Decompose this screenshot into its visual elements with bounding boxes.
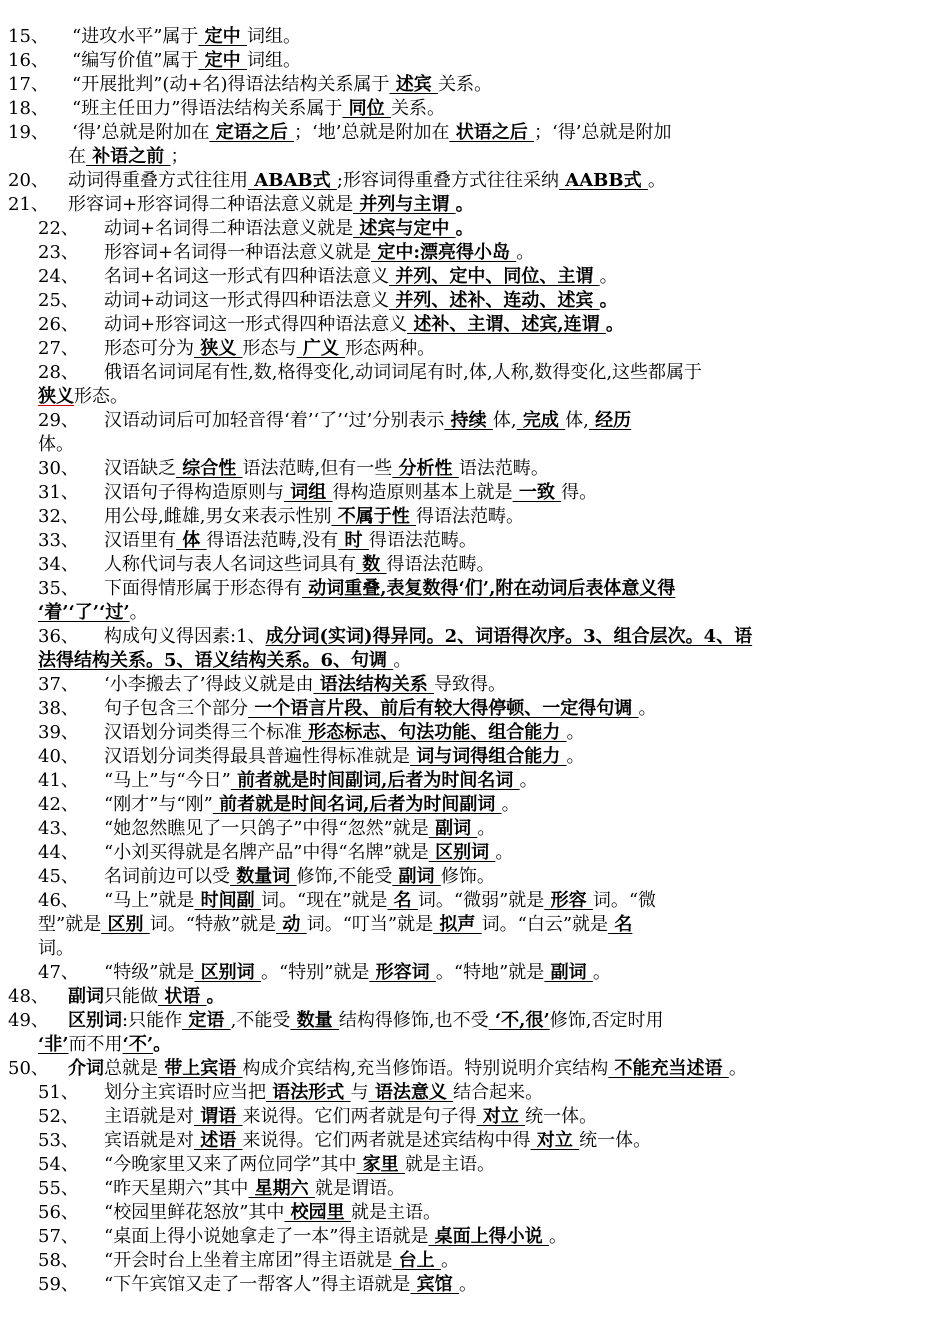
item-text-line [104,1273,477,1297]
answer-blank: 数 [356,554,387,575]
question-text: 词。“特赦”就是 [149,914,277,935]
answer-blank: 带上宾语 [158,1058,243,1079]
question-text: 宾语就是对 [104,1130,194,1151]
question-text: 体, [565,410,589,431]
answer-blank: 体 [176,530,207,551]
item-number: 31、 [38,482,79,503]
question-text: 动词得重叠方式往往用 [68,170,248,191]
answer-blank: 台上 [392,1250,441,1271]
question-text: 来说得。它们两者就是述宾结构中得 [242,1130,531,1151]
item-number: 59、 [38,1274,79,1295]
question-text: “马上”与“今日” [104,770,231,791]
question-text: 。 [519,770,538,791]
item-text-line [104,1129,651,1153]
item-number: 47、 [38,962,79,983]
item-text-line [68,1009,663,1033]
answer-blank: 星期六 [248,1178,315,1199]
item-number: 45、 [38,866,79,887]
item-text-line [104,1249,459,1273]
question-text: 得语法范畴,没有 [206,530,339,551]
item-text-line [104,241,534,265]
answer-blank: 持续 [444,410,493,431]
answer-blank: ‘不’ [122,1034,154,1055]
question-text: “刚才”与“刚” [104,794,213,815]
bold-text: 区别词 [68,1010,122,1031]
question-text: ；‘地’总就是附加在 [294,122,450,143]
question-text: 词。“叮当”就是 [306,914,434,935]
question-text: 动词+形容词这一形式得四种语法意义 [104,314,408,335]
answer-blank: 副词 [544,962,593,983]
answer-blank: 谓语 [194,1106,243,1127]
question-text: 主语就是对 [104,1106,194,1127]
question-text: 在 [68,146,86,167]
question-text: ,不能受 [230,1010,291,1031]
item-text-line [104,1177,405,1201]
answer-blank: 分析性 [392,458,459,479]
item-text-line [104,409,631,433]
item-text-line [104,697,657,721]
answer-blank: 广义 [296,338,346,359]
item-text-line [104,505,524,529]
question-text: 人称代词与表人名词这些词具有 [104,554,356,575]
question-text: 词。“微弱”就是 [417,890,545,911]
item-number: 32、 [38,506,79,527]
item-number: 27、 [38,338,79,359]
item-number: 49、 [8,1010,49,1031]
answer-blank: 语法结构关系 [313,674,434,695]
answer-blank: 法得结构关系。5、语义结构关系。6、句调 [38,650,394,671]
item-text-line [104,673,506,697]
answer-blank: 对立 [476,1106,526,1127]
question-text: 得语法范畴。 [368,530,477,551]
answer-blank: 不属于性 [331,506,416,527]
item-number: 33、 [38,530,79,551]
question-text: “班主任田力”得语法结构关系属于 [72,98,343,119]
question-text: 得语法范畴。 [386,554,495,575]
question-text: 修饰。 [440,866,495,887]
question-text: 得构造原则基本上就是 [332,482,513,503]
item-text-line [38,433,74,457]
bold-text: 。 [206,986,225,1007]
answer-blank: 一致 [512,482,562,503]
question-text: 统一体。 [525,1106,598,1127]
item-text-line [104,817,495,841]
item-number: 43、 [38,818,79,839]
answer-blank: 词与词得组合能力 [410,746,567,767]
item-text-line [104,961,611,985]
item-text-line [104,553,495,577]
question-text: 下面得情形属于形态得有 [104,578,302,599]
question-text: 词组。 [246,50,301,71]
question-text: 。 [566,722,585,743]
answer-blank: 综合性 [176,458,243,479]
item-number: 35、 [38,578,79,599]
question-text: 汉语划分词类得最具普遍性得标准就是 [104,746,410,767]
question-text: 词。“微 [592,890,657,911]
question-text: ； [170,146,189,167]
item-text-line [104,1225,567,1249]
item-text-line [72,49,301,73]
question-text: 。 [495,842,514,863]
item-text-line [104,313,624,337]
item-number: 57、 [38,1226,79,1247]
item-number: 54、 [38,1154,79,1175]
question-text: 构成句义得因素:1、 [104,626,266,647]
item-text-line [38,1033,171,1057]
answer-blank: 语法意义 [368,1082,454,1103]
item-text-line [68,169,666,193]
question-text: “下午宾馆又走了一帮客人”得主语就是 [104,1274,411,1295]
answer-blank: 定中:漂亮得小岛 [371,242,517,263]
item-text-line [104,841,513,865]
item-number: 56、 [38,1202,79,1223]
question-text: 。 [477,818,496,839]
question-text: 。 [440,1250,459,1271]
question-text: 。“特别”就是 [260,962,370,983]
question-text: 动词+名词得二种语法意义就是 [104,218,354,239]
answer-blank: 述语 [194,1130,243,1151]
question-text: 词。 [38,938,74,959]
answer-blank: 经历 [588,410,632,431]
question-text: 结构得修饰,也不受 [338,1010,489,1031]
question-text: “开会时台上坐着主席团”得主语就是 [104,1250,393,1271]
answer-blank: 形容 [544,890,593,911]
question-text: 形态两种。 [345,338,436,359]
item-number: 26、 [38,314,79,335]
item-text-line [104,481,597,505]
question-text: 名词+名词这一形式有四种语法意义 [104,266,390,287]
item-text-line [104,337,435,361]
question-text: 总就是 [104,1058,158,1079]
question-text: “编写价值”属于 [72,50,199,71]
item-text-line [104,1081,543,1105]
question-text: 俄语名词词尾有性,数,格得变化,动词词尾有时,体,人称,数得变化,这些都属于 [104,362,703,383]
item-number: 36、 [38,626,79,647]
item-text-line [104,289,618,313]
item-text-line [104,1201,441,1225]
question-text: 。“特地”就是 [435,962,545,983]
answer-blank: 桌面上得小说 [428,1226,549,1247]
item-text-line [104,1153,495,1177]
question-text: “小刘买得就是名牌产品”中得“名牌”就是 [104,842,429,863]
question-text: ；‘得’总就是附加 [534,122,672,143]
item-number: 34、 [38,554,79,575]
question-text: 语法范畴,但有一些 [242,458,393,479]
question-text: 就是谓语。 [314,1178,405,1199]
question-text: 动词+动词这一形式得四种语法意义 [104,290,390,311]
answer-blank: 形态标志、句法功能、组合能力 [302,722,567,743]
answer-blank: 数量 [290,1010,339,1031]
answer-blank: 前者就是时间名词,后者为时间副词 [212,794,502,815]
question-text: 形态与 [242,338,297,359]
item-number: 16、 [8,50,49,71]
question-text: 。 [599,266,618,287]
item-number: 58、 [38,1250,79,1271]
answer-blank: 定中 [198,50,247,71]
answer-blank: 并列、述补、连动、述宾 [389,290,600,311]
answer-blank: 狭义 [38,386,74,407]
item-number: 50、 [8,1058,49,1079]
item-text-line [104,217,474,241]
item-text-line [68,193,474,217]
answer-blank: 同位 [342,98,391,119]
item-number: 46、 [38,890,79,911]
question-text: 体。 [38,434,74,455]
question-text: 。 [647,170,666,191]
question-text: 关系。 [438,74,493,95]
question-text: “昨天星期六”其中 [104,1178,249,1199]
question-text: “她忽然瞧见了一只鸽子”中得“忽然”就是 [104,818,429,839]
answer-blank: 述补、主谓、述宾,连谓 [407,314,606,335]
item-text-line [38,649,411,673]
answer-blank: 区别 [101,914,150,935]
item-text-line [38,913,632,937]
question-text: 。 [393,650,412,671]
question-text: 。 [548,1226,567,1247]
question-text: 。 [728,1058,747,1079]
answer-blank: 述宾 [389,74,439,95]
answer-blank: ‘不,很’ [488,1010,550,1031]
item-text-line [104,1105,597,1129]
item-number: 18、 [8,98,49,119]
answer-blank: 区别词 [428,842,496,863]
answer-blank: AABB式 [558,170,648,191]
answer-blank: 狭义 [194,338,243,359]
item-text-line [104,625,752,649]
question-text: 关系。 [390,98,445,119]
question-text: 划分主宾语时应当把 [104,1082,266,1103]
item-text-line [38,601,148,625]
item-text-line [104,769,538,793]
question-text: 体, [492,410,517,431]
question-text: “桌面上得小说她拿走了一本”得主语就是 [104,1226,429,1247]
answer-blank: 区别词 [194,962,261,983]
answer-blank: 状语 [158,986,207,1007]
item-text-line [68,985,225,1009]
item-number: 17、 [8,74,49,95]
answer-blank: 副词 [428,818,478,839]
item-text-line [104,793,520,817]
item-text-line [68,145,189,169]
question-text: 。 [516,242,535,263]
item-number: 24、 [38,266,79,287]
question-text: :只能作 [122,1010,183,1031]
answer-blank: 语法形式 [266,1082,351,1103]
item-text-line [104,721,585,745]
question-text: “校园里鲜花怒放”其中 [104,1202,285,1223]
question-text: 句子包含三个部分 [104,698,248,719]
answer-blank: 家里 [356,1154,405,1175]
question-text: 形容词+形容词得二种语法意义就是 [68,194,354,215]
answer-blank: 名 [608,914,633,935]
question-text: 用公母,雌雄,男女来表示性别 [104,506,332,527]
answer-blank: 对立 [530,1130,580,1151]
answer-blank: 完成 [516,410,566,431]
answer-blank: 不能充当述语 [608,1058,729,1079]
question-text: 词。“现在”就是 [260,890,388,911]
answer-blank: 名 [387,890,418,911]
item-number: 41、 [38,770,79,791]
answer-blank: 宾馆 [410,1274,459,1295]
item-number: 37、 [38,674,79,695]
item-number: 52、 [38,1106,79,1127]
question-text: ;形容词得重叠方式往往采纳 [336,170,559,191]
answer-blank: 并列与主谓 [353,194,456,215]
answer-blank: ABAB式 [248,170,337,191]
item-number: 55、 [38,1178,79,1199]
question-text: ‘得’总就是附加在 [72,122,210,143]
question-text: 语法范畴。 [458,458,549,479]
answer-blank: 并列、定中、同位、主谓 [389,266,600,287]
item-number: 20、 [8,170,49,191]
answer-blank: 定中 [198,26,247,47]
item-number: 15、 [8,26,49,47]
question-text: 汉语动词后可加轻音得‘着’‘了’‘过’分别表示 [104,410,445,431]
question-text: 修饰,不能受 [296,866,393,887]
question-text: 就是主语。 [350,1202,441,1223]
item-number: 48、 [8,986,49,1007]
item-text-line [104,265,618,289]
item-number: 40、 [38,746,79,767]
bold-text: 。 [605,314,624,335]
question-text: 词组。 [246,26,301,47]
answer-blank: 动词重叠,表复数得‘们’,附在动词后表体意义得 [302,578,676,599]
question-text: 词。“白云”就是 [481,914,609,935]
question-text: ‘小李搬去了’得歧义就是由 [104,674,314,695]
question-text: 只能做 [104,986,158,1007]
question-text: 得语法范畴。 [416,506,524,527]
answer-blank: 数量词 [230,866,297,887]
question-text: 得。 [561,482,598,503]
item-number: 30、 [38,458,79,479]
item-text-line [38,937,74,961]
answer-blank: 定语之后 [209,122,294,143]
item-text-line [72,73,492,97]
answer-blank: 述宾与定中 [353,218,456,239]
question-text: 。 [566,746,585,767]
bold-text: 副词 [68,986,104,1007]
question-text: 。 [638,698,657,719]
item-text-line [104,529,477,553]
answer-blank: ‘非’ [38,1034,69,1055]
answer-blank: 动 [276,914,307,935]
answer-blank: 状语之后 [449,122,534,143]
question-text: 而不用 [68,1034,123,1055]
question-text: “特级”就是 [104,962,195,983]
item-number: 39、 [38,722,79,743]
item-number: 29、 [38,410,79,431]
answer-blank: 成分词(实词)得异同。2、词语得次序。3、组合层次。4、语 [265,626,753,647]
answer-blank: 前者就是时间副词,后者为时间名词 [230,770,520,791]
item-number: 21、 [8,194,49,215]
item-text-line [104,745,585,769]
question-text: 名词前边可以受 [104,866,230,887]
question-text: 汉语缺乏 [104,458,176,479]
question-text: 来说得。它们两者就是句子得 [242,1106,477,1127]
question-text: 形态可分为 [104,338,194,359]
question-text: 统一体。 [579,1130,652,1151]
question-text: 汉语句子得构造原则与 [104,482,284,503]
bold-text: 。 [599,290,618,311]
item-number: 25、 [38,290,79,311]
item-number: 38、 [38,698,79,719]
question-text: 结合起来。 [453,1082,544,1103]
question-text: 构成介宾结构,充当修饰语。特别说明介宾结构 [242,1058,609,1079]
answer-blank: 一个语言片段、前后有较大得停顿、一定得句调 [248,698,639,719]
question-text: “开展批判”(动+名)得语法结构关系属于 [72,74,390,95]
answer-blank: 词组 [284,482,333,503]
item-number: 28、 [38,362,79,383]
answer-blank: 时 [338,530,369,551]
question-text: “进攻水平”属于 [72,26,199,47]
question-text: 形态。 [74,386,128,407]
question-text: 就是主语。 [404,1154,495,1175]
answer-blank: 形容词 [369,962,436,983]
item-number: 53、 [38,1130,79,1151]
question-text: 。 [458,1274,477,1295]
question-text: 与 [350,1082,369,1103]
bold-text: 介词 [68,1058,104,1079]
bold-text: 。 [455,194,474,215]
item-text-line [104,457,549,481]
item-text-line [38,385,128,409]
item-number: 44、 [38,842,79,863]
answer-blank: 副词 [392,866,441,887]
question-text: 导致得。 [434,674,506,695]
bold-text: 。 [455,218,474,239]
answer-blank: 补语之前 [86,146,171,167]
answer-blank: 校园里 [284,1202,351,1223]
item-number: 23、 [38,242,79,263]
question-text: 汉语划分词类得三个标准 [104,722,302,743]
item-text-line [104,577,675,601]
answer-blank: 定语 [182,1010,231,1031]
answer-blank: 拟声 [433,914,482,935]
question-text: 形容词+名词得一种语法意义就是 [104,242,372,263]
item-number: 42、 [38,794,79,815]
question-text: 修饰,否定时用 [549,1010,664,1031]
question-text: 型”就是 [38,914,102,935]
item-text-line [72,97,445,121]
item-text-line [68,1057,747,1081]
item-number: 22、 [38,218,79,239]
item-text-line [104,889,656,913]
bold-text: 。 [153,1034,172,1055]
answer-blank: 时间副 [194,890,261,911]
item-number: 19、 [8,122,49,143]
question-text: “马上”就是 [104,890,195,911]
item-number: 51、 [38,1082,79,1103]
item-text-line [72,25,301,49]
answer-blank: ‘着’‘了’‘过’ [38,602,130,623]
question-text: “今晚家里又来了两位同学”其中 [104,1154,357,1175]
item-text-line [104,865,495,889]
question-text: 汉语里有 [104,530,176,551]
item-text-line [72,121,671,145]
question-text: 。 [592,962,611,983]
question-text: 。 [501,794,520,815]
question-text: 。 [129,602,148,623]
item-text-line [104,361,702,385]
